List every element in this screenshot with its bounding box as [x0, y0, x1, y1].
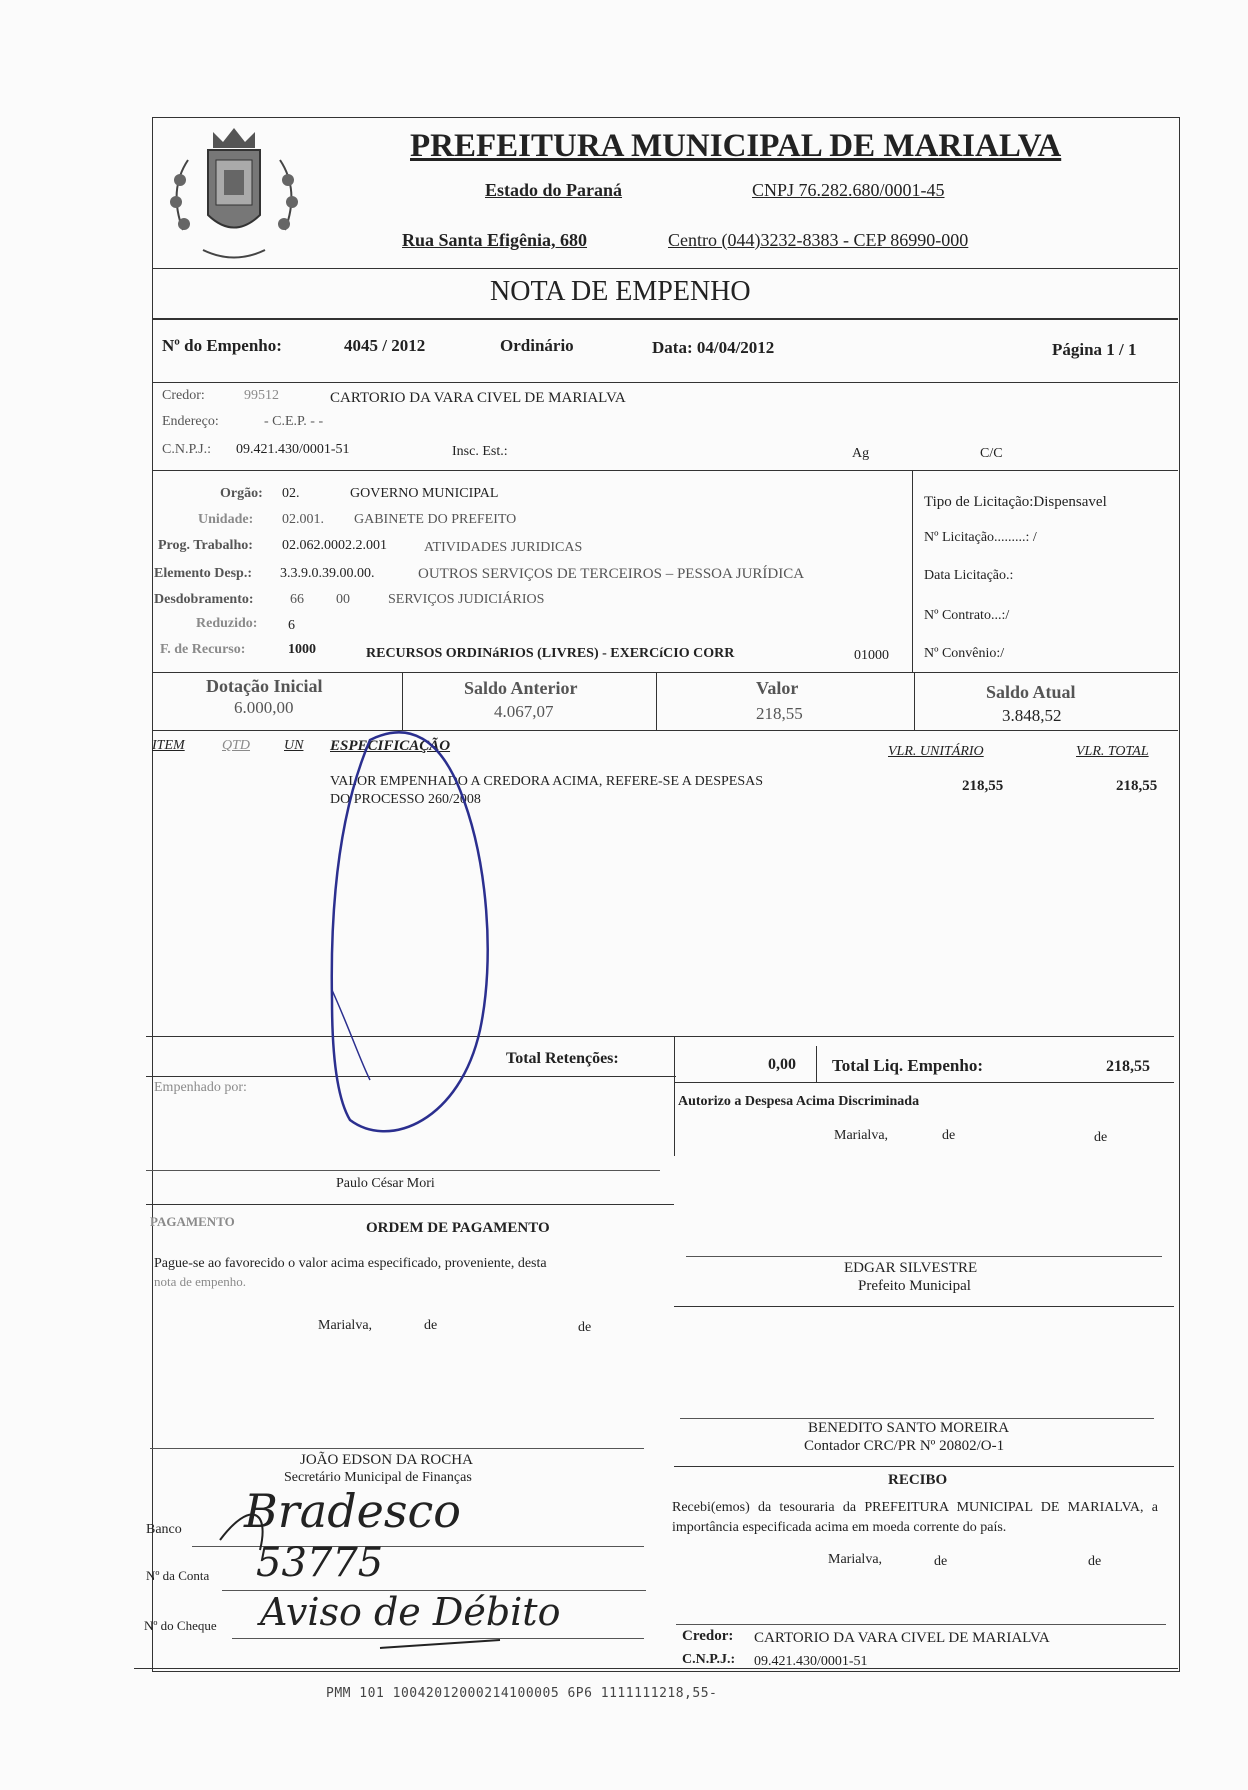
saldo-atual-label: Saldo Atual: [986, 682, 1076, 702]
numero-contrato: Nº Contrato...:/: [924, 608, 1010, 623]
spec-line-2: DO PROCESSO 260/2008: [330, 792, 481, 807]
signature-line: [686, 1256, 1162, 1257]
saldo-anterior-label: Saldo Anterior: [464, 678, 578, 698]
divider: [674, 1466, 1174, 1467]
empenho-date: Data: 04/04/2012: [652, 338, 775, 357]
doc-title: NOTA DE EMPENHO: [490, 276, 751, 307]
empenhado-name: Paulo César Mori: [336, 1176, 435, 1191]
banco-label: Banco: [146, 1522, 182, 1537]
cnpj-label: C.N.P.J.:: [162, 442, 212, 457]
empenho-type: Ordinário: [500, 336, 574, 355]
conta-label: Nº da Conta: [146, 1568, 210, 1583]
unidade-code: 02.001.: [282, 512, 324, 527]
reduzido-value: 6: [288, 618, 295, 633]
recibo-de1: de: [934, 1554, 948, 1569]
empenhado-label: Empenhado por:: [154, 1080, 247, 1095]
recibo-place: Marialva,: [828, 1552, 883, 1567]
fonte-code2: 01000: [854, 648, 889, 663]
orgao-label: Orgão:: [220, 486, 263, 501]
prog-code: 02.062.0002.2.001: [282, 538, 387, 553]
cheque-label: Nº do Cheque: [144, 1618, 217, 1633]
col-item: ITEM: [152, 738, 185, 753]
divider: [146, 1204, 674, 1205]
divider: [152, 470, 1178, 471]
address-rest: Centro (044)3232-8383 - CEP 86990-000: [668, 230, 969, 250]
saldo-anterior-value: 4.067,07: [494, 702, 554, 721]
col-especificacao: ESPECIFICAÇÃO: [330, 738, 451, 754]
recibo-credor-label: Credor:: [682, 1628, 734, 1644]
recibo-text: Recebi(emos) da tesouraria da PREFEITURA MUNICIPAL DE MARIALVA, a importância especificada acima em moeda corrente do país.: [672, 1500, 1158, 1535]
col-vlr-total: VLR. TOTAL: [1076, 744, 1149, 759]
unit-value: 218,55: [962, 778, 1004, 794]
agency-label: Ag: [852, 446, 870, 461]
col-un: UN: [284, 738, 304, 753]
elemento-desc: OUTROS SERVIÇOS DE TERCEIROS – PESSOA JURÍDICA: [418, 566, 805, 582]
divider: [152, 318, 1178, 320]
cnpj-header: CNPJ 76.282.680/0001-45: [752, 180, 945, 200]
autorizo-de1: de: [942, 1128, 956, 1143]
account-label: C/C: [980, 446, 1003, 461]
divider: [674, 1082, 1174, 1083]
numero-convenio: Nº Convênio:/: [924, 646, 1005, 661]
prog-desc: ATIVIDADES JURIDICAS: [424, 540, 583, 555]
divider: [134, 1668, 1178, 1669]
fonte-label: F. de Recurso:: [160, 642, 246, 657]
address-value: - C.E.P. - -: [264, 414, 324, 429]
creditor-code: 99512: [244, 388, 279, 403]
saldo-atual-value: 3.848,52: [1002, 706, 1062, 725]
signature-line: [676, 1624, 1166, 1625]
secretario-name: JOÃO EDSON DA ROCHA: [300, 1452, 473, 1468]
liquido-label: Total Liq. Empenho:: [832, 1056, 983, 1075]
autorizo-text: Autorizo a Despesa Acima Discriminada: [678, 1094, 920, 1109]
address-street: Rua Santa Efigênia, 680: [402, 230, 588, 250]
recibo-cnpj-value: 09.421.430/0001-51: [754, 1654, 868, 1669]
divider: [674, 1306, 1174, 1307]
secretario-role: Secretário Municipal de Finanças: [284, 1470, 472, 1485]
signature-line: [146, 1170, 660, 1171]
autorizo-place: Marialva,: [834, 1128, 889, 1143]
retencoes-value: 0,00: [768, 1056, 796, 1073]
fonte-code: 1000: [288, 642, 316, 657]
empenho-label: Nº do Empenho:: [162, 336, 282, 355]
desdobramento-label: Desdobramento:: [154, 592, 254, 607]
pagamento-line-2: nota de empenho.: [154, 1274, 247, 1289]
banco-handwritten: Bradesco: [244, 1484, 461, 1538]
contador-role: Contador CRC/PR Nº 20802/O-1: [804, 1438, 1005, 1454]
unidade-desc: GABINETE DO PREFEITO: [354, 512, 517, 527]
desdobramento-code: 66: [290, 592, 304, 607]
pagamento-de2: de: [578, 1320, 592, 1335]
recibo-de2: de: [1088, 1554, 1102, 1569]
col-vlr-unitario: VLR. UNITÁRIO: [888, 744, 984, 759]
state-label: Estado do Paraná: [485, 180, 623, 200]
pagamento-place: Marialva,: [318, 1318, 373, 1333]
recibo-title: RECIBO: [888, 1472, 948, 1488]
unidade-label: Unidade:: [198, 512, 254, 527]
signature-line: [150, 1448, 644, 1449]
desdobramento-code2: 00: [336, 592, 350, 607]
prog-label: Prog. Trabalho:: [158, 538, 253, 553]
col-qtd: QTD: [222, 738, 251, 753]
orgao-desc: GOVERNO MUNICIPAL: [350, 486, 499, 501]
creditor-cnpj: 09.421.430/0001-51: [236, 442, 350, 457]
desdobramento-desc: SERVIÇOS JUDICIÁRIOS: [388, 592, 545, 607]
data-licitacao: Data Licitação.:: [924, 568, 1014, 583]
recibo-cnpj-label: C.N.P.J.:: [682, 1652, 736, 1667]
divider: [152, 268, 1178, 269]
barcode-line: PMM 101 10042012000214100005 6P6 1111111218,55-: [326, 1686, 718, 1701]
signature-line: [680, 1418, 1154, 1419]
numero-licitacao: Nº Licitação.........: /: [924, 530, 1037, 545]
valor-value: 218,55: [756, 704, 803, 723]
divider: [914, 672, 915, 730]
insc-est-label: Insc. Est.:: [452, 444, 508, 459]
valor-label: Valor: [756, 678, 799, 698]
dotacao-label: Dotação Inicial: [206, 676, 323, 696]
elemento-label: Elemento Desp.:: [154, 566, 252, 581]
divider: [912, 470, 913, 672]
conta-handwritten: 53775: [256, 1540, 384, 1586]
creditor-name: CARTORIO DA VARA CIVEL DE MARIALVA: [330, 390, 626, 406]
fonte-desc: RECURSOS ORDINáRIOS (LIVRES) - EXERCíCIO CORR: [366, 646, 735, 661]
tipo-licitacao: Tipo de Licitação:Dispensavel: [924, 494, 1107, 510]
total-value: 218,55: [1116, 778, 1158, 794]
contador-name: BENEDITO SANTO MOREIRA: [808, 1420, 1010, 1436]
page-number: Página 1 / 1: [1052, 340, 1137, 359]
pagamento-de1: de: [424, 1318, 438, 1333]
dotacao-value: 6.000,00: [234, 698, 294, 717]
coat-of-arms-icon: [158, 120, 310, 260]
pagamento-label: PAGAMENTO: [150, 1214, 235, 1229]
divider: [674, 1036, 675, 1156]
liquido-value: 218,55: [1106, 1058, 1150, 1075]
autorizo-de2: de: [1094, 1130, 1108, 1145]
prefeito-role: Prefeito Municipal: [858, 1278, 971, 1294]
pen-signature: [280, 700, 520, 1160]
divider: [656, 672, 657, 730]
empenho-number: 4045 / 2012: [344, 336, 426, 355]
divider: [816, 1046, 817, 1082]
cheque-handwritten: Aviso de Débito: [260, 1590, 561, 1634]
spec-line-1: VALOR EMPENHADO A CREDORA ACIMA, REFERE-SE A DESPESAS: [330, 774, 764, 789]
ordem-pagamento-title: ORDEM DE PAGAMENTO: [366, 1220, 550, 1236]
creditor-label: Credor:: [162, 388, 205, 403]
reduzido-label: Reduzido:: [196, 616, 258, 631]
divider: [152, 672, 1178, 673]
divider: [152, 382, 1178, 383]
recibo-credor-value: CARTORIO DA VARA CIVEL DE MARIALVA: [754, 1630, 1050, 1646]
prefeito-name: EDGAR SILVESTRE: [844, 1260, 978, 1276]
address-label: Endereço:: [162, 414, 219, 429]
handwriting-strokes: [180, 1480, 660, 1660]
orgao-code: 02.: [282, 486, 300, 501]
elemento-code: 3.3.9.0.39.00.00.: [280, 566, 375, 581]
pagamento-line-1: Pague-se ao favorecido o valor acima especificado, proveniente, desta: [154, 1256, 547, 1271]
retencoes-label: Total Retenções:: [506, 1050, 619, 1067]
page-title: PREFEITURA MUNICIPAL DE MARIALVA: [410, 128, 1062, 164]
